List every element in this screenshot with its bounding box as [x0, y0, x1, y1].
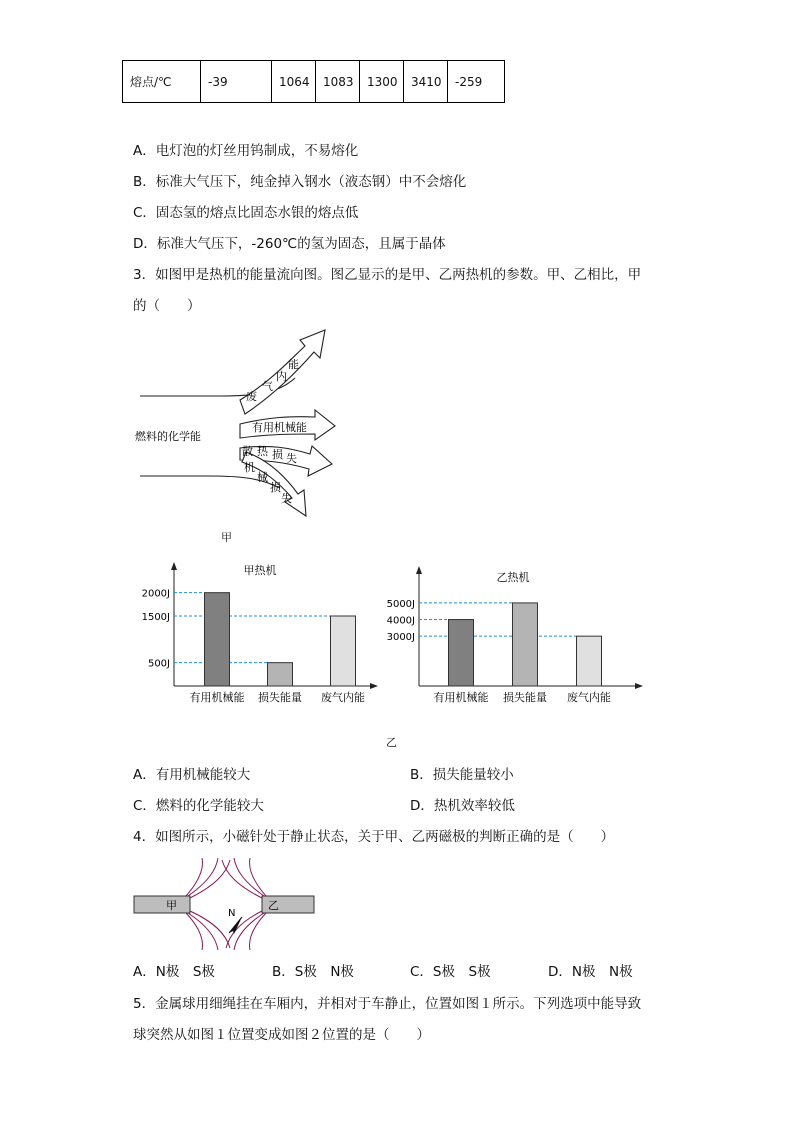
x-tick-label: 有用机械能 — [433, 691, 489, 704]
bar-损失能量 — [513, 603, 538, 686]
bar-废气内能 — [331, 616, 356, 686]
q3-option-c: C．燃料的化学能较大 — [133, 798, 264, 814]
q3-option-a: A．有用机械能较大 — [133, 767, 251, 783]
magnet-diagram — [130, 858, 320, 950]
energy-flow-diagram — [120, 322, 360, 522]
table-cell: 1064 — [272, 61, 316, 103]
q3-stem-line1: 3．如图甲是热机的能量流向图。图乙显示的是甲、乙两热机的参数。甲、乙相比，甲 — [133, 267, 642, 283]
chart-jia — [130, 558, 380, 708]
q2-option-a: A．电灯泡的灯丝用钨制成，不易熔化 — [133, 143, 359, 159]
q5-stem-line2: 球突然从如图１位置变成如图２位置的是（ ） — [133, 1027, 430, 1043]
chart-yi-title: 乙热机 — [496, 571, 530, 584]
field-line — [186, 858, 202, 896]
chart-jia-title: 甲热机 — [243, 564, 277, 577]
y-tick-label: 5000J — [386, 598, 415, 610]
exhaust-label-1: 废 — [246, 390, 257, 403]
magnet-yi-label: 乙 — [268, 899, 279, 912]
bar-废气内能 — [577, 636, 602, 686]
q5-stem-line1: 5．金属球用细绳挂在车厢内，并相对于车静止，位置如图１所示。下列选项中能导致 — [133, 996, 642, 1012]
x-tick-label: 废气内能 — [567, 691, 611, 704]
bar-损失能量 — [268, 663, 293, 686]
y-tick-label: 1500J — [141, 612, 170, 623]
q2-option-c: C．固态氢的熔点比固态水银的熔点低 — [133, 205, 359, 221]
table-cell: 1083 — [316, 61, 360, 103]
x-tick-label: 废气内能 — [321, 691, 365, 704]
heat-loss-label-3: 损 — [272, 448, 283, 461]
field-line — [190, 911, 230, 948]
heat-loss-label-1: 散 — [242, 445, 253, 458]
x-axis-arrow — [635, 683, 643, 689]
y-tick-label: 3000J — [386, 632, 415, 644]
y-tick-label: 2000J — [141, 588, 170, 600]
field-line — [250, 858, 266, 896]
useful-label: 有用机械能 — [252, 421, 307, 434]
field-line — [250, 913, 266, 950]
exhaust-label-2: 气 — [262, 380, 273, 393]
exhaust-label-3: 内 — [276, 370, 287, 383]
melting-point-table — [122, 60, 505, 103]
bar-有用机械能 — [205, 593, 230, 686]
x-tick-label: 损失能量 — [258, 691, 302, 704]
q3-option-d: D．热机效率较低 — [410, 798, 515, 814]
q4-option-a: A．N极 S极 — [133, 964, 215, 980]
table-header-cell: 熔点/℃ — [123, 61, 201, 103]
q2-option-b: B．标准大气压下，纯金掉入钢水（液态钢）中不会熔化 — [133, 174, 467, 190]
field-line — [188, 913, 218, 950]
y-axis-arrow — [171, 562, 177, 570]
y-axis-arrow — [416, 566, 422, 574]
bar-有用机械能 — [449, 620, 474, 686]
magnet-jia-label: 甲 — [166, 899, 177, 912]
heat-loss-label-2: 热 — [257, 445, 268, 458]
q4-option-b: B．S极 N极 — [272, 964, 354, 980]
magnet-jia — [134, 896, 190, 913]
x-tick-label: 损失能量 — [503, 691, 547, 704]
mech-loss-label-2: 械 — [257, 471, 268, 484]
field-line — [186, 913, 202, 950]
needle-n-label: N — [228, 908, 236, 919]
q3-stem-line2: 的（ ） — [133, 298, 201, 314]
q4-stem: 4．如图所示，小磁针处于静止状态，关于甲、乙两磁极的判断正确的是（ ） — [133, 829, 615, 845]
q4-option-d: D．N极 N极 — [548, 964, 633, 980]
figure-caption-yi: 乙 — [386, 736, 397, 749]
q2-option-d: D．标准大气压下，-260℃的氢为固态，且属于晶体 — [133, 236, 446, 252]
heat-loss-label-4: 失 — [286, 452, 297, 465]
chart-yi — [375, 562, 645, 708]
table-cell: -39 — [201, 61, 272, 103]
mech-loss-label-3: 损 — [270, 481, 281, 494]
q3-option-b: B．损失能量较小 — [410, 767, 514, 783]
table-cell: -259 — [448, 61, 505, 103]
y-tick-label: 500J — [147, 658, 170, 670]
table-row — [123, 61, 505, 103]
mech-loss-label-1: 机 — [244, 461, 255, 474]
q4-option-c: C．S极 S极 — [410, 964, 491, 980]
table-cell: 1300 — [360, 61, 404, 103]
figure-caption-jia: 甲 — [221, 531, 232, 544]
table-cell: 3410 — [404, 61, 448, 103]
x-tick-label: 有用机械能 — [189, 691, 245, 704]
exhaust-label-4: 能 — [288, 358, 299, 371]
y-tick-label: 4000J — [386, 615, 415, 627]
source-label: 燃料的化学能 — [135, 430, 201, 443]
mech-loss-label-4: 失 — [281, 492, 292, 505]
